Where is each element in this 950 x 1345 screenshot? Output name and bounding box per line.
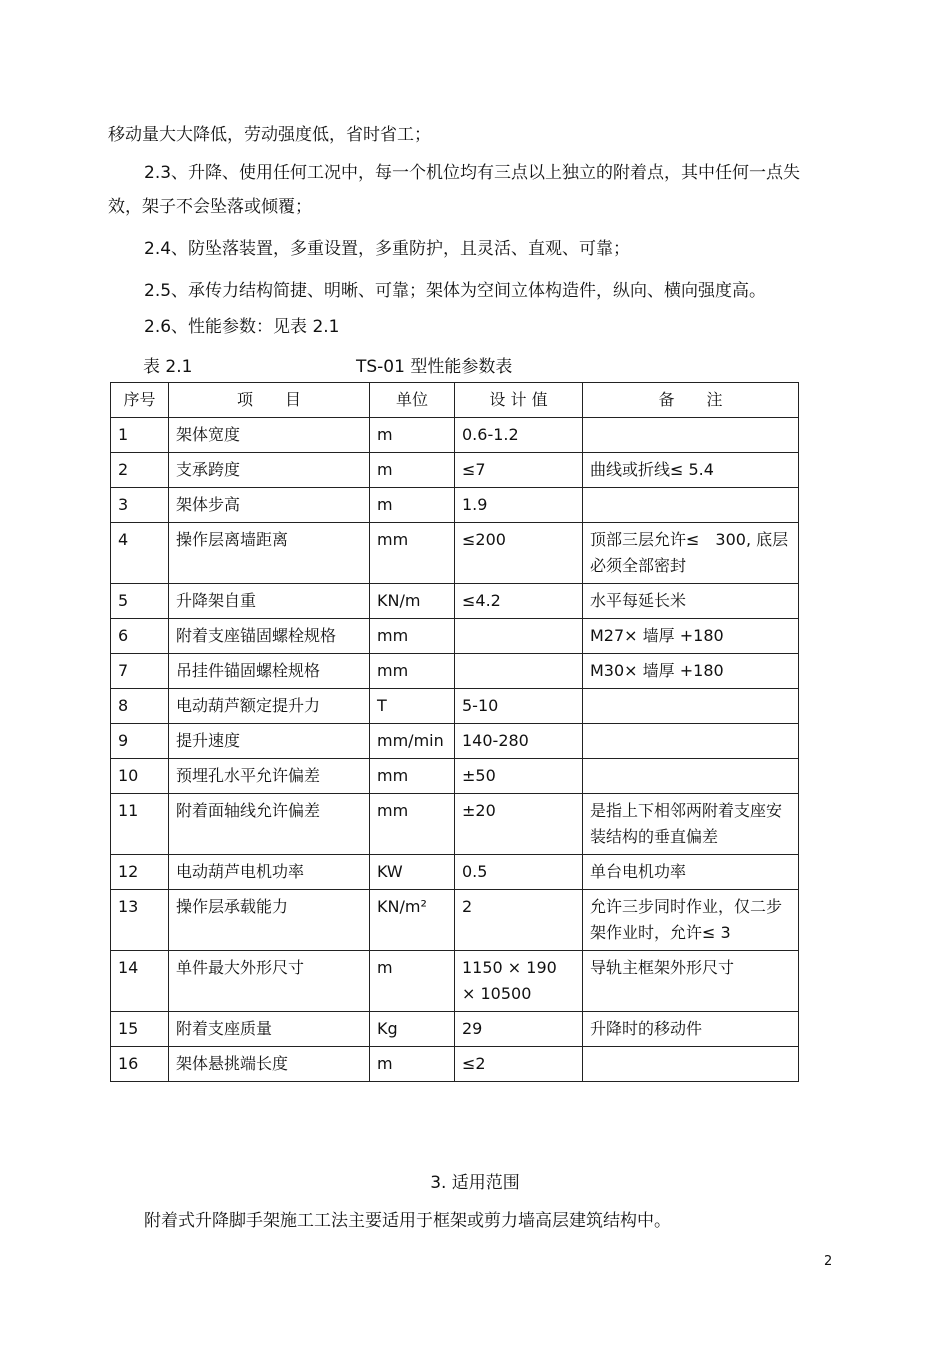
cell-remark	[583, 418, 799, 453]
cell-value: 1150 × 190 × 10500	[455, 951, 583, 1012]
cell-index: 8	[111, 689, 169, 724]
section-title: 3. 适用范围	[430, 1173, 520, 1193]
cell-value: 0.5	[455, 855, 583, 890]
paragraph-continuation: 移动量大大降低，劳动强度低，省时省工；	[108, 125, 431, 145]
table-row	[111, 453, 799, 488]
header-remark: 备 注	[583, 383, 799, 418]
cell-index: 14	[111, 951, 169, 1012]
cell-unit: KN/m²	[370, 890, 455, 951]
cell-remark: M27× 墙厚 +180	[583, 619, 799, 654]
header-item: 项 目	[169, 383, 370, 418]
cell-value: ±50	[455, 759, 583, 794]
cell-value: 5-10	[455, 689, 583, 724]
cell-item: 预埋孔水平允许偏差	[169, 759, 370, 794]
cell-unit: mm	[370, 759, 455, 794]
cell-item: 附着面轴线允许偏差	[169, 794, 370, 855]
cell-unit: mm	[370, 619, 455, 654]
cell-remark: 单台电机功率	[583, 855, 799, 890]
cell-item: 单件最大外形尺寸	[169, 951, 370, 1012]
paragraph-2-3: 2.3、升降、使用任何工况中，每一个机位均有三点以上独立的附着点，其中任何一点失效，架子不会坠落或倾覆；	[108, 163, 801, 217]
table-row	[111, 418, 799, 453]
cell-value: ≤7	[455, 453, 583, 488]
cell-index: 5	[111, 584, 169, 619]
paragraph-2-4: 2.4、防坠落装置，多重设置，多重防护，且灵活、直观、可靠；	[144, 239, 631, 259]
cell-index: 6	[111, 619, 169, 654]
cell-remark: 曲线或折线≤ 5.4	[583, 453, 799, 488]
cell-unit: KN/m	[370, 584, 455, 619]
cell-value: 140-280	[455, 724, 583, 759]
cell-item: 升降架自重	[169, 584, 370, 619]
performance-parameter-table	[110, 382, 799, 1082]
table-row	[111, 1012, 799, 1047]
table-title: TS-01 型性能参数表	[356, 357, 513, 377]
paragraph-2-6: 2.6、性能参数：见表 2.1	[144, 317, 340, 337]
cell-index: 2	[111, 453, 169, 488]
cell-remark	[583, 759, 799, 794]
cell-item: 吊挂件锚固螺栓规格	[169, 654, 370, 689]
table-row	[111, 759, 799, 794]
table-row	[111, 1047, 799, 1082]
cell-index: 9	[111, 724, 169, 759]
table-row	[111, 523, 799, 584]
table-row	[111, 794, 799, 855]
cell-value	[455, 654, 583, 689]
table-row	[111, 951, 799, 1012]
cell-index: 7	[111, 654, 169, 689]
table-row	[111, 488, 799, 523]
cell-item: 电动葫芦电机功率	[169, 855, 370, 890]
cell-value: ≤200	[455, 523, 583, 584]
section-paragraph: 附着式升降脚手架施工工法主要适用于框架或剪力墙高层建筑结构中。	[144, 1211, 671, 1231]
cell-unit: m	[370, 951, 455, 1012]
cell-value	[455, 619, 583, 654]
table-row	[111, 654, 799, 689]
cell-value: 2	[455, 890, 583, 951]
cell-index: 1	[111, 418, 169, 453]
cell-unit: m	[370, 453, 455, 488]
cell-index: 10	[111, 759, 169, 794]
cell-unit: KW	[370, 855, 455, 890]
cell-value: 29	[455, 1012, 583, 1047]
cell-item: 架体步高	[169, 488, 370, 523]
paragraph-2-5: 2.5、承传力结构简捷、明晰、可靠；架体为空间立体构造件，纵向、横向强度高。	[144, 281, 767, 301]
cell-item: 操作层离墙距离	[169, 523, 370, 584]
cell-item: 架体宽度	[169, 418, 370, 453]
cell-item: 支承跨度	[169, 453, 370, 488]
cell-value: 1.9	[455, 488, 583, 523]
cell-unit: mm	[370, 654, 455, 689]
cell-unit: mm/min	[370, 724, 455, 759]
cell-unit: m	[370, 488, 455, 523]
cell-value: ≤2	[455, 1047, 583, 1082]
cell-value: 0.6-1.2	[455, 418, 583, 453]
cell-item: 附着支座质量	[169, 1012, 370, 1047]
cell-index: 15	[111, 1012, 169, 1047]
cell-remark	[583, 1047, 799, 1082]
cell-remark: 是指上下相邻两附着支座安装结构的垂直偏差	[583, 794, 799, 855]
cell-unit: mm	[370, 794, 455, 855]
cell-item: 架体悬挑端长度	[169, 1047, 370, 1082]
cell-item: 电动葫芦额定提升力	[169, 689, 370, 724]
header-index: 序号	[111, 383, 169, 418]
cell-remark: 导轨主框架外形尺寸	[583, 951, 799, 1012]
cell-item: 提升速度	[169, 724, 370, 759]
table-number: 表 2.1	[143, 357, 193, 377]
cell-unit: m	[370, 418, 455, 453]
cell-item: 操作层承载能力	[169, 890, 370, 951]
cell-index: 13	[111, 890, 169, 951]
header-unit: 单位	[370, 383, 455, 418]
cell-index: 12	[111, 855, 169, 890]
cell-index: 3	[111, 488, 169, 523]
cell-index: 11	[111, 794, 169, 855]
cell-unit: Kg	[370, 1012, 455, 1047]
cell-index: 4	[111, 523, 169, 584]
cell-value: ±20	[455, 794, 583, 855]
cell-remark	[583, 724, 799, 759]
cell-unit: m	[370, 1047, 455, 1082]
table-row	[111, 689, 799, 724]
cell-remark: 升降时的移动件	[583, 1012, 799, 1047]
cell-remark: M30× 墙厚 +180	[583, 654, 799, 689]
table-row	[111, 619, 799, 654]
cell-unit: mm	[370, 523, 455, 584]
cell-remark	[583, 488, 799, 523]
cell-remark: 顶部三层允许≤ 300, 底层必须全部密封	[583, 523, 799, 584]
cell-index: 16	[111, 1047, 169, 1082]
cell-remark: 水平每延长米	[583, 584, 799, 619]
cell-value: ≤4.2	[455, 584, 583, 619]
header-design-value: 设 计 值	[455, 383, 583, 418]
cell-unit: T	[370, 689, 455, 724]
table-header-row	[111, 383, 799, 418]
cell-remark: 允许三步同时作业，仅二步架作业时，允许≤ 3	[583, 890, 799, 951]
table-row	[111, 890, 799, 951]
cell-remark	[583, 689, 799, 724]
table-row	[111, 584, 799, 619]
table-row	[111, 724, 799, 759]
page-number: 2	[824, 1254, 833, 1269]
table-row	[111, 855, 799, 890]
cell-item: 附着支座锚固螺栓规格	[169, 619, 370, 654]
